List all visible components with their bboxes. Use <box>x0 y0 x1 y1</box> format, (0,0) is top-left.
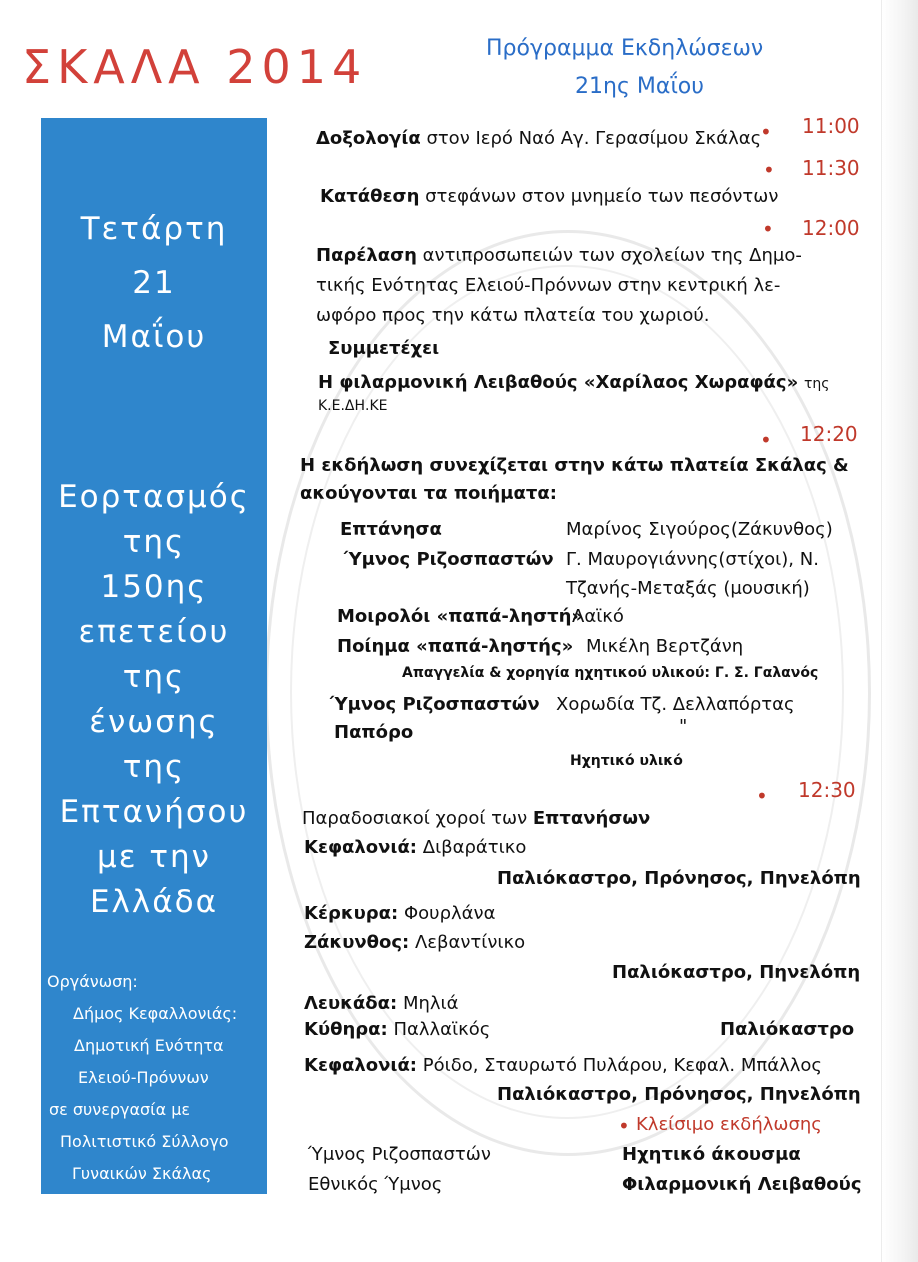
band-org: Κ.Ε.ΔΗ.ΚΕ <box>318 398 388 414</box>
event-continues: Η εκδήλωση συνεχίζεται στην κάτω πλατεία Σκάλας & <box>300 455 849 476</box>
event-continues-line: ακούγονται τα ποιήματα: <box>300 483 557 504</box>
dance-row: Κύθηρα: Παλλαϊκός <box>304 1019 491 1040</box>
watermark-seal-inner <box>290 265 844 1119</box>
page-title: ΣΚΑΛΑ 2014 <box>22 40 368 94</box>
theme-line: της <box>122 749 186 785</box>
sidebar <box>41 118 267 1194</box>
org-line: Ελειού-Πρόννων <box>78 1068 209 1087</box>
song-title: Παπόρο <box>334 722 414 743</box>
closing-item: Εθνικός Ύμνος <box>308 1174 443 1195</box>
theme-line: Επτανήσου <box>59 794 249 830</box>
org-line: Πολιτιστικό Σύλλογο <box>60 1132 229 1151</box>
dance-row: Κέρκυρα: Φουρλάνα <box>304 903 496 924</box>
time-1100: 11:00 <box>802 114 860 138</box>
bullet-icon: • <box>762 217 774 241</box>
poem-title: Μοιρολόι «παπά-ληστή» <box>337 606 584 627</box>
poem-author: Μικέλη Βερτζάνη <box>586 636 744 657</box>
audio-credit: Ηχητικό υλικό <box>570 753 683 769</box>
program-heading: Πρόγραμμα Εκδηλώσεων <box>486 36 764 61</box>
recitation-credit: Απαγγελία & χορηγία ηχητικού υλικού: Γ. Σ. Γαλανός <box>402 665 819 681</box>
event-parade-line: ωφόρο προς την κάτω πλατεία του χωριού. <box>316 305 710 326</box>
day-month: Μαΐου <box>101 319 207 355</box>
poem-author: Μαρίνος Σιγούρος(Ζάκυνθος) <box>566 519 833 540</box>
theme-line: 150ης <box>100 569 208 605</box>
theme-line: της <box>122 524 186 560</box>
closing-by: Φιλαρμονική Λειβαθούς <box>622 1174 862 1195</box>
poem-title: Ύμνος Ριζοσπαστών <box>344 549 554 570</box>
org-line: σε συνεργασία με <box>49 1100 191 1119</box>
time-1220: 12:20 <box>800 422 858 446</box>
program-date: 21ης Μαΐου <box>575 74 704 99</box>
org-line: Δημοτική Ενότητα <box>74 1036 224 1055</box>
poem-title: Επτάνησα <box>340 519 442 540</box>
song-performer: Χορωδία Τζ. Δελλαπόρτας <box>556 694 795 715</box>
song-performer: " <box>679 716 688 737</box>
bullet-icon: • <box>760 428 772 452</box>
song-title: Ύμνος Ριζοσπαστών <box>330 694 540 715</box>
time-1230: 12:30 <box>798 778 856 802</box>
poem-author: Λαϊκό <box>572 606 624 627</box>
dance-groups: Παλιόκαστρο <box>720 1019 855 1040</box>
bullet-icon: • <box>618 1114 630 1138</box>
event-parade-line: τικής Ενότητας Ελειού-Πρόννων στην κεντρική λε- <box>316 275 781 296</box>
theme-line: της <box>122 659 186 695</box>
closing-by: Ηχητικό άκουσμα <box>622 1144 801 1165</box>
theme-line: επετείου <box>78 614 230 650</box>
dance-groups: Παλιόκαστρο, Πηνελόπη <box>612 962 861 983</box>
participates-label: Συμμετέχει <box>328 338 440 359</box>
dance-row: Λευκάδα: Μηλιά <box>304 993 459 1014</box>
time-1200: 12:00 <box>802 216 860 240</box>
dance-row: Κεφαλονιά: Διβαράτικο <box>304 837 527 858</box>
event-wreath: Κατάθεση στεφάνων στον μνημείο των πεσόντων <box>320 186 779 207</box>
page-edge <box>881 0 918 1262</box>
dances-intro: Παραδοσιακοί χοροί των Επτανήσων <box>302 808 651 829</box>
org-line: Δήμος Κεφαλλονιάς: <box>73 1004 238 1023</box>
bullet-icon: • <box>760 120 772 144</box>
theme-line: Ελλάδα <box>89 884 219 920</box>
event-parade: Παρέλαση αντιπροσωπειών των σχολείων της Δημο- <box>316 245 802 266</box>
poem-author: Γ. Μαυρογιάννης(στίχοι), Ν. <box>566 549 819 570</box>
event-doxology: Δοξολογία στον Ιερό Ναό Αγ. Γερασίμου Σκάλας <box>316 128 762 149</box>
theme-line: ένωσης <box>89 704 219 740</box>
closing-label: Κλείσιμο εκδήλωσης <box>636 1114 822 1135</box>
dance-row: Κεφαλονιά: Ρόιδο, Σταυρωτό Πυλάρου, Κεφαλ. Μπάλλος <box>304 1055 822 1076</box>
poem-author: Τζανής-Μεταξάς (μουσική) <box>566 578 810 599</box>
dance-groups: Παλιόκαστρο, Πρόνησος, Πηνελόπη <box>497 868 861 889</box>
day-number: 21 <box>132 265 176 301</box>
org-label: Οργάνωση: <box>47 972 138 991</box>
bullet-icon: • <box>756 784 768 808</box>
poem-title: Ποίημα «παπά-ληστής» <box>337 636 574 657</box>
org-line: Γυναικών Σκάλας <box>72 1164 212 1183</box>
band-line: Η φιλαρμονική Λειβαθούς «Χαρίλαος Χωραφάς» της <box>318 372 830 393</box>
time-1130: 11:30 <box>802 156 860 180</box>
theme-line: με την <box>97 839 211 875</box>
day-name: Τετάρτη <box>80 211 228 247</box>
theme-line: Εορτασμός <box>58 479 250 515</box>
dance-groups: Παλιόκαστρο, Πρόνησος, Πηνελόπη <box>497 1084 861 1105</box>
closing-item: Ύμνος Ριζοσπαστών <box>308 1144 491 1165</box>
bullet-icon: • <box>763 158 775 182</box>
dance-row: Ζάκυνθος: Λεβαντίνικο <box>304 932 526 953</box>
